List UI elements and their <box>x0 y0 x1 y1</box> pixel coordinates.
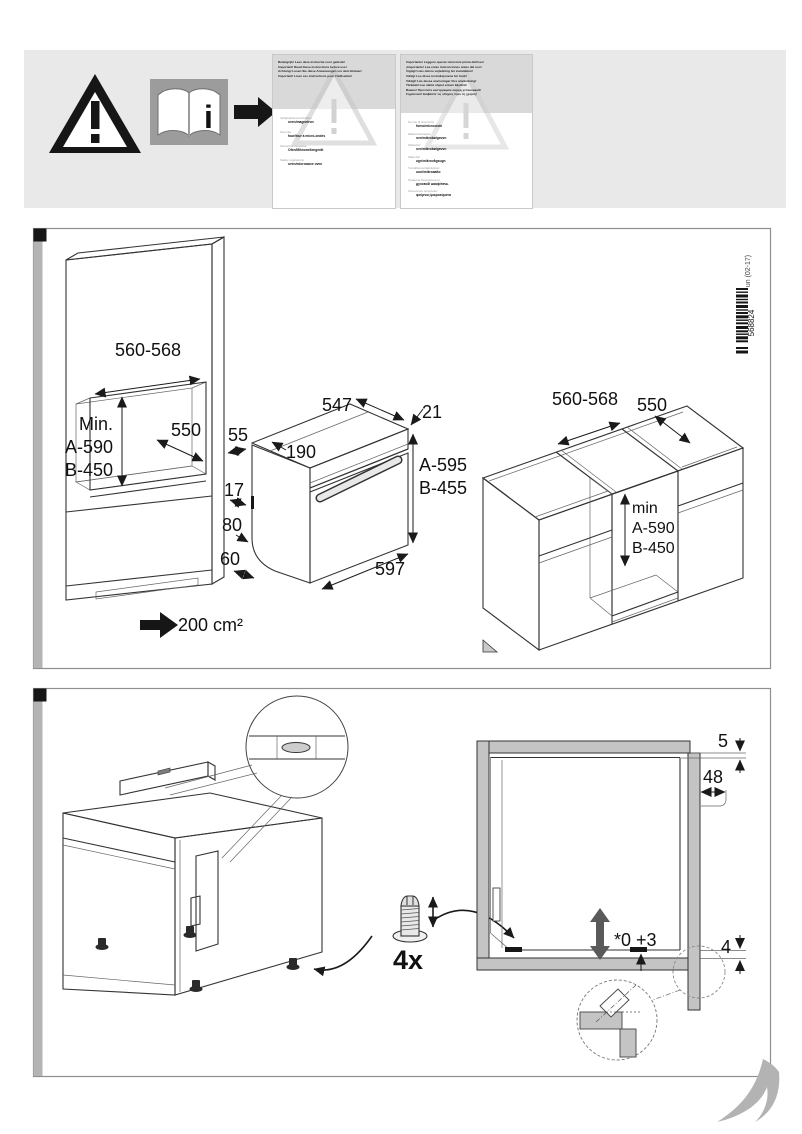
dim-base-height-b: B-450 <box>632 540 675 557</box>
dim-height-a: A-590 <box>64 437 113 457</box>
microprint-entry: Safety regulations oven/microwave oven <box>280 158 323 166</box>
feet-quantity-label: 4x <box>392 945 424 975</box>
svg-text:i: i <box>204 99 213 135</box>
microprint-entry: Turvallisuusmääräykset uuni/mikroaalto <box>408 166 441 174</box>
dim-height-b: B-450 <box>64 460 113 480</box>
microprint-entry: Veiligheidsvoorschriften oven/magnetron <box>280 116 314 124</box>
microprint-entry: Sicherheitshinweise Ofen/Mikrowellengerät <box>280 144 324 152</box>
section-marker <box>34 689 47 702</box>
dim-top-ledge: 190 <box>285 442 317 462</box>
dim-depth-550: 550 <box>170 420 202 440</box>
dim-front-offset: 21 <box>422 402 443 422</box>
microprint-line: Importante! Leggere queste istruzioni prima dell'uso! <box>406 60 485 64</box>
barcode-print-code: un (02-17) <box>745 254 752 288</box>
dim-side-55: 55 <box>227 425 249 445</box>
manual-book-icon <box>150 79 228 145</box>
instruction-sheet-thumbnail-2 <box>400 54 533 209</box>
dim-side-17: 17 <box>223 480 245 500</box>
dim-oven-height-a: A-595 <box>419 455 468 475</box>
microprint-entry: Κανονισμοί ασφαλείας φούρνος/μικροκύματα <box>408 189 451 197</box>
dim-oven-depth: 547 <box>321 395 352 415</box>
microprint-line: Tärkeää! Lue nämä ohjeet ennen käyttöä! <box>406 83 467 88</box>
microprint-line: Σημαντικό! Διαβάστε τις οδηγίες πριν τη χρήση! <box>406 92 477 97</box>
dim-rail-depth: 48 <box>702 767 724 787</box>
dim-bottom-gap: 4 <box>720 937 731 957</box>
dim-base-height-a: A-590 <box>632 520 675 537</box>
doc2-body <box>401 113 532 208</box>
microprint-entry: Sécurité four/four à micro-ondes <box>280 130 326 138</box>
dim-oven-width: 597 <box>374 559 406 579</box>
microprint-entry: Säkerhet ugn/mikrovågsugn <box>408 154 446 163</box>
mounting-panel <box>34 689 771 1077</box>
microprint-line: Viktigt! Läs dessa anvisningar före användning! <box>406 78 477 83</box>
microprint-line: Achtung! Lesen Sie diese Anweisungen vor dem Einbau! <box>278 69 362 74</box>
microprint-entry: Sikkerhet ovn/mikrobølgeovn <box>408 143 447 151</box>
microprint-line: Viktig! Les disse instruksjonene før bruk! <box>406 73 467 78</box>
microprint-entry: Правила безопасности духовой шкаф/печь <box>408 177 449 186</box>
dim-base-niche-width: 560-568 <box>551 389 619 409</box>
microprint-line: Important! Read these instructions before use! <box>278 64 347 69</box>
microprint-entry: Sikkerhedsregler ovn/mikrobølgeovn <box>408 131 447 140</box>
microprint-line: Важно! Прочтите инструкцию перед установкой! <box>406 87 482 92</box>
microprint-line: Important! Lisez ces instructions pour l'utilisation! <box>278 73 353 78</box>
dim-niche-width: 560-568 <box>114 340 182 360</box>
dim-base-depth: 550 <box>636 395 668 415</box>
dim-vent-area: 200 cm² <box>178 615 244 635</box>
microprint-line: Vigtigt! Læs denne vejledning før installation! <box>406 69 474 74</box>
microprint-entry: Norme di sicurezza forno/microonde <box>408 120 443 128</box>
dim-min-label: Min. <box>78 414 113 434</box>
dim-foot-adjust: *0 +3 <box>614 930 657 950</box>
dim-base-min: min <box>632 500 658 517</box>
microprint-line: Belangrijk! Lees deze instructie voor gebruik! <box>278 60 346 64</box>
dim-oven-height-b: B-455 <box>419 478 468 498</box>
section-marker <box>34 229 47 242</box>
doc1-body <box>273 109 395 179</box>
dim-side-60: 60 <box>219 549 241 569</box>
dim-top-gap: 5 <box>717 731 728 751</box>
barcode-number: 568824 <box>747 309 756 337</box>
dimensions-panel <box>34 229 771 669</box>
dim-side-80: 80 <box>221 515 243 535</box>
panel-edge-strip <box>34 702 43 1077</box>
panel-edge-strip <box>34 242 43 669</box>
microprint-line: ¡Importante! Lea estas instrucciones antes del uso! <box>406 64 482 69</box>
instruction-sheet-thumbnail-1 <box>272 54 396 209</box>
